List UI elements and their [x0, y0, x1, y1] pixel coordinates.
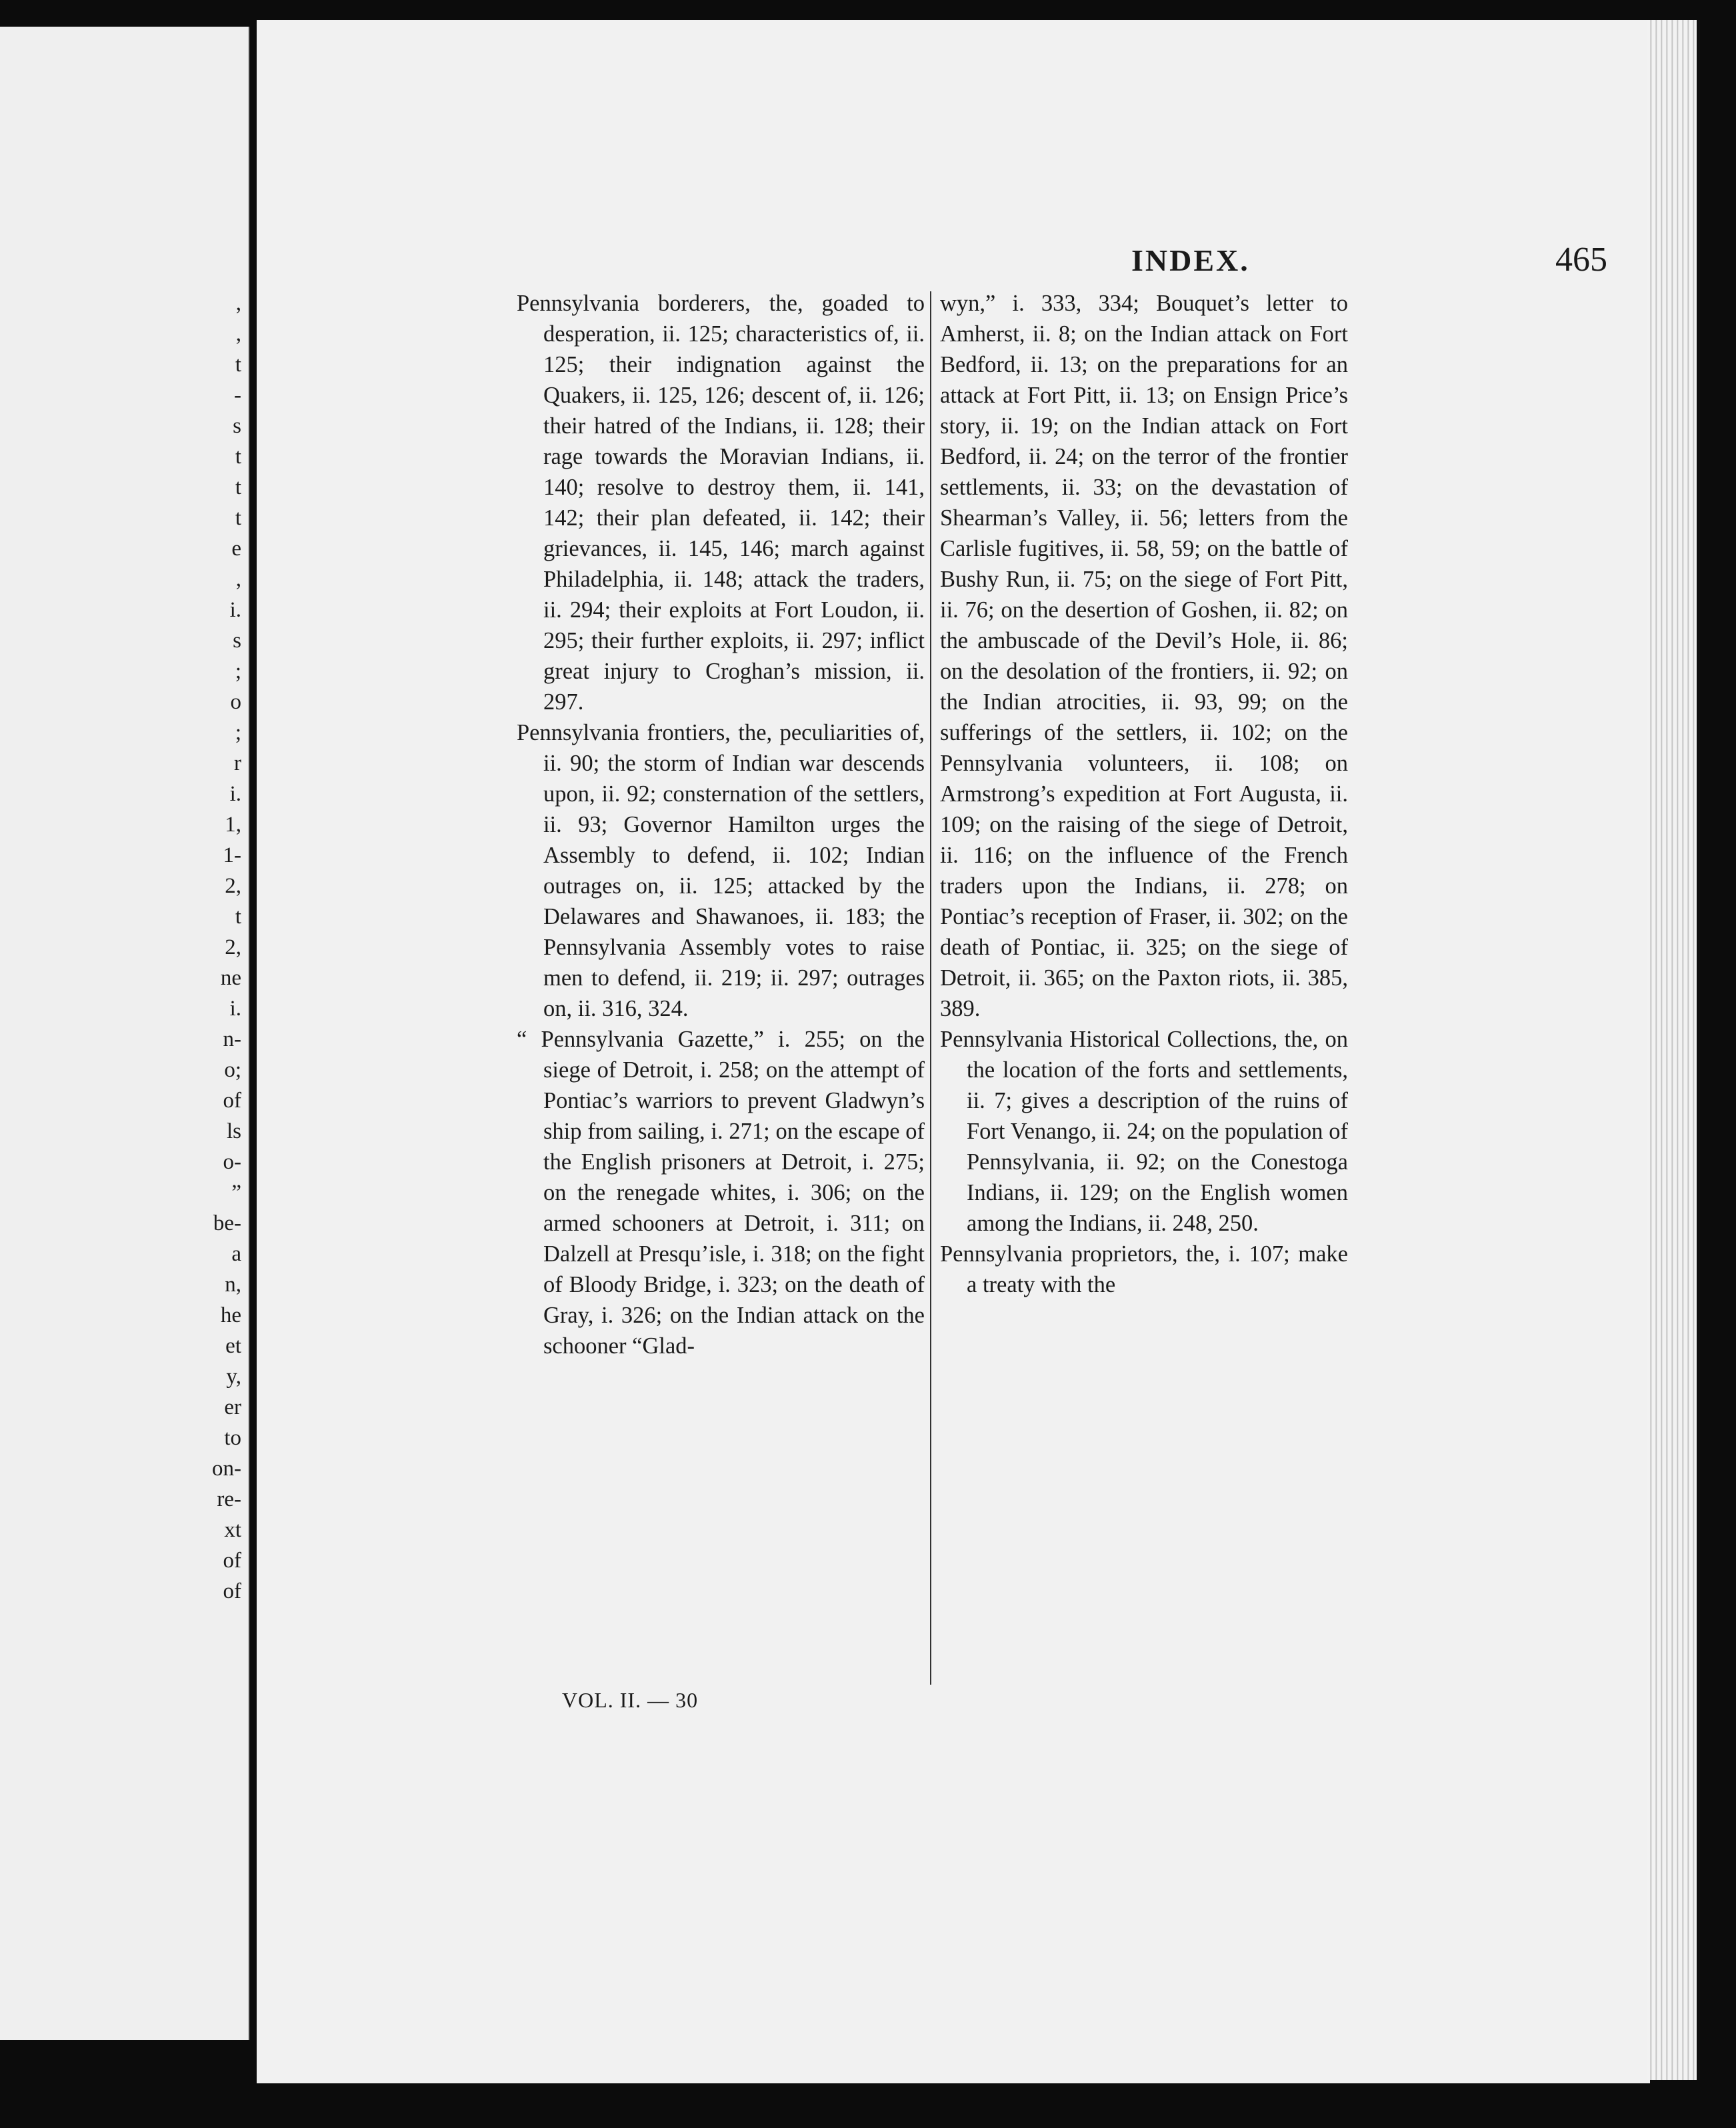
left-page-line-fragment: ; — [235, 659, 241, 683]
left-page-line-fragment: xt — [224, 1518, 241, 1542]
left-page-line-fragment: t — [235, 353, 241, 377]
left-page-line-fragment: a — [231, 1242, 241, 1266]
left-page-line-fragment: s — [233, 414, 241, 438]
index-entry: wyn,” i. 333, 334; Bouquet’s letter to Amherst, ii. 8; on the Indian attack on Fort Bedford, ii. 13; on the preparations for an attack at Fort Pitt, ii. 13; on Ensign Price’s story, ii. 19; on the Indian attack on Fort Bedford, ii. 24; on the terror of the frontier settlements, ii. 33; on the devastation of Shearman’s Valley, ii. 56; letters from the Carlisle fugitives, ii. 58, 59; on the battle of Bushy Run, ii. 75; on the siege of Fort Pitt, ii. 76; on the desertion of Goshen, ii. 82; on the ambuscade of the Devil’s Hole, ii. 86; on the desolation of the frontiers, ii. 92; on the Indian atrocities, ii. 93, 99; on the sufferings of the settlers, ii. 102; on the Pennsylvania volunteers, ii. 108; on Armstrong’s expedition at Fort Augusta, ii. 109; on the raising of the siege of Detroit, ii. 116; on the influence of the French traders upon the Indians, ii. 278; on Pontiac’s reception of Fraser, ii. 302; on the death of Pontiac, ii. 325; on the siege of Detroit, ii. 365; on the Paxton riots, ii. 385, 389. — [940, 291, 1348, 1021]
left-page-line-fragment: to — [224, 1426, 241, 1450]
left-page-line-fragment: s — [233, 629, 241, 653]
left-page-line-fragment: n, — [225, 1273, 241, 1297]
left-page-line-fragment: of — [223, 1579, 241, 1603]
left-page-line-fragment: ; — [235, 721, 241, 745]
left-page-line-fragment: 1- — [223, 843, 241, 867]
left-page-line-fragment: be- — [213, 1211, 241, 1235]
left-page-line-fragment: of — [223, 1549, 241, 1573]
index-entry: Pennsylvania frontiers, the, peculiarities of, ii. 90; the storm of Indian war descends upon, ii. 92; consternation of the settlers, ii. 93; Governor Hamilton urges the Assembly to defend, ii. 102; Indian outrages on, ii. 125; attacked by the Delawares and Shawanoes, ii. 183; the Pennsylvania Assembly votes to raise men to defend, ii. 219; ii. 297; outrages on, ii. 316, 324. — [517, 720, 925, 1021]
left-page-line-fragment: i. — [229, 997, 241, 1021]
left-page-line-fragment: ” — [231, 1181, 241, 1205]
left-page-line-fragment: r — [234, 751, 241, 775]
left-page-line-fragment: o; — [224, 1058, 241, 1082]
signature-mark: VOL. II. — 30 — [562, 1688, 699, 1712]
left-page-line-fragment: i. — [229, 598, 241, 622]
left-page-line-fragment: he — [220, 1303, 241, 1327]
left-page-line-fragment: , — [235, 291, 241, 315]
left-page-line-fragment: of — [223, 1089, 241, 1113]
index-column-right — [940, 288, 1348, 1300]
left-page-line-fragment: ne — [220, 966, 241, 990]
index-column-left — [517, 288, 925, 1361]
page-number: 465 — [1555, 241, 1607, 279]
left-page-line-fragment: on- — [212, 1457, 241, 1481]
left-page-line-fragment: et — [225, 1334, 241, 1358]
running-header: INDEX. — [1131, 243, 1250, 277]
left-page-line-fragment: , — [235, 322, 241, 346]
left-page-line-fragment: t — [235, 475, 241, 499]
left-page-line-fragment: t — [235, 445, 241, 469]
left-page-fragment — [0, 27, 249, 2040]
left-page-line-fragment: y, — [226, 1365, 241, 1389]
left-page-line-fragment: 1, — [225, 813, 241, 837]
left-page-line-fragment: 2, — [225, 874, 241, 898]
left-page-line-fragment: 2, — [225, 935, 241, 959]
left-page-line-fragment: o- — [223, 1150, 241, 1174]
index-entry: Pennsylvania proprietors, the, i. 107; make a treaty with the — [940, 1241, 1348, 1297]
left-page-line-fragment: o — [230, 690, 241, 714]
index-entry: “ Pennsylvania Gazette,” i. 255; on the siege of Detroit, i. 258; on the attempt of Pontiac’s warriors to prevent Gladwyn’s ship from sailing, i. 271; on the escape of the English prisoners at Detroit, i. 275; on the renegade whites, i. 306; on the armed schooners at Detroit, i. 311; on Dalzell at Presqu’isle, i. 318; on the fight of Bloody Bridge, i. 323; on the death of Gray, i. 326; on the Indian attack on the schooner “Glad- — [517, 1027, 925, 1359]
left-page-line-fragment: i. — [229, 782, 241, 806]
left-page-line-fragment: ls — [226, 1119, 241, 1143]
left-page-line-fragment: e — [231, 537, 241, 561]
left-page-line-fragment: n- — [223, 1027, 241, 1051]
left-page-line-fragment: t — [235, 905, 241, 929]
left-page-line-fragment: re- — [217, 1487, 241, 1511]
left-page-line-fragment: t — [235, 506, 241, 530]
left-page-line-fragment: - — [234, 383, 241, 407]
column-divider — [930, 291, 931, 1685]
left-page-line-fragment: , — [235, 567, 241, 591]
index-entry: Pennsylvania Historical Collections, the, on the location of the forts and settlements, ii. 7; gives a description of the ruins of Fort Venango, ii. 24; on the population of Pennsylvania, ii. 92; on the Conestoga Indians, ii. 129; on the English women among the Indians, ii. 248, 250. — [940, 1027, 1348, 1236]
left-page-line-fragment: er — [224, 1395, 241, 1419]
index-entry: Pennsylvania borderers, the, goaded to desperation, ii. 125; characteristics of, ii. 125; their indignation against the Quakers, ii. 125, 126; descent of, ii. 126; their hatred of the Indians, ii. 128; their rage towards the Moravian Indians, ii. 140; resolve to destroy them, ii. 141, 142; their plan defeated, ii. 142; their grievances, ii. 145, 146; march against Philadelphia, ii. 148; attack the traders, ii. 294; their exploits at Fort Loudon, ii. 295; their further exploits, ii. 297; inflict great injury to Croghan’s mission, ii. 297. — [517, 291, 925, 715]
page-edges — [1647, 20, 1697, 2080]
